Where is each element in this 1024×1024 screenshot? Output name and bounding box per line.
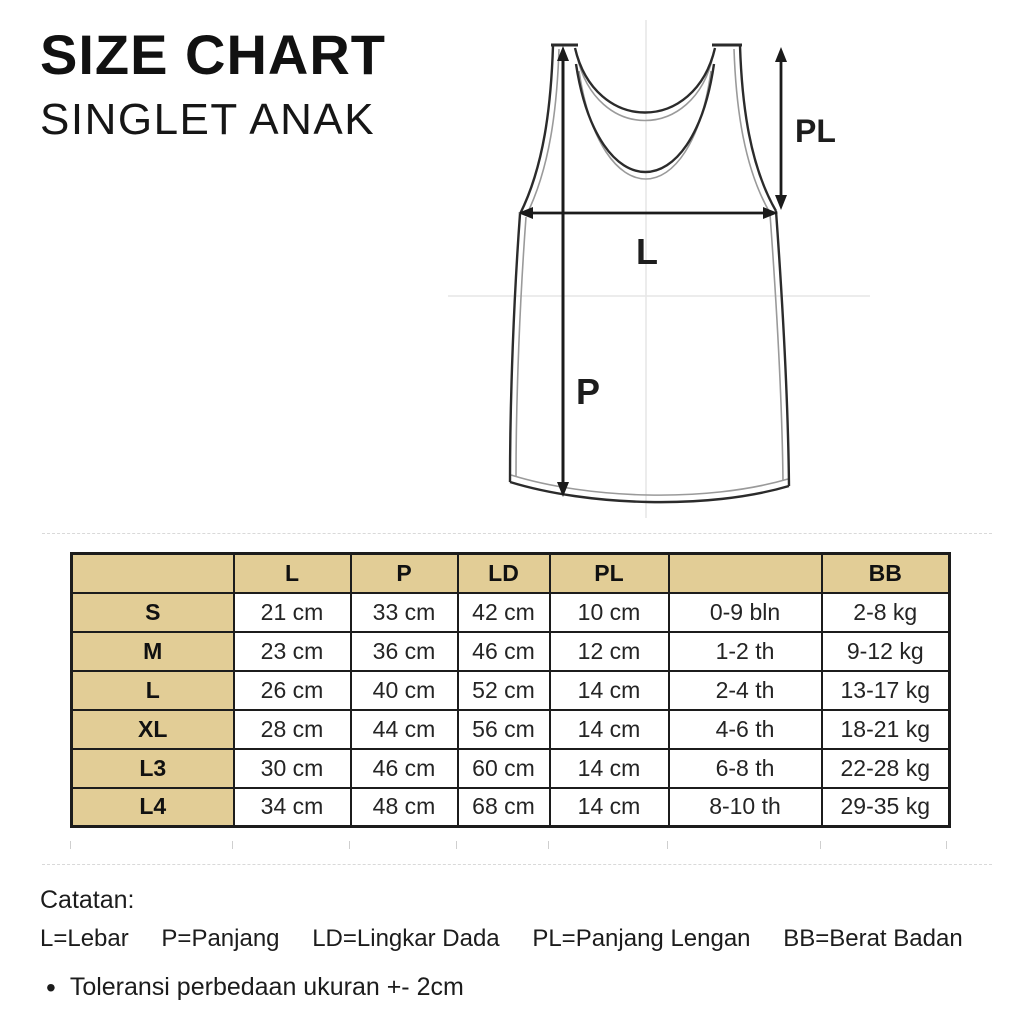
grid-tick bbox=[456, 841, 457, 849]
tolerance-note-text: Toleransi perbedaan ukuran +- 2cm bbox=[69, 973, 464, 1001]
legend-item-ld: LD=Lingkar Dada bbox=[312, 925, 500, 952]
grid-tick bbox=[232, 841, 233, 849]
data-cell: 23 cm bbox=[234, 632, 351, 671]
size-table bbox=[70, 552, 951, 828]
data-cell: 8-10 th bbox=[669, 788, 822, 827]
legend-item-bb: BB=Berat Badan bbox=[783, 925, 963, 952]
table-row-xl bbox=[72, 710, 950, 749]
faint-gridline-top bbox=[42, 533, 992, 534]
data-cell: 1-2 th bbox=[669, 632, 822, 671]
data-cell: 44 cm bbox=[351, 710, 458, 749]
data-cell: 46 cm bbox=[351, 749, 458, 788]
data-cell: 33 cm bbox=[351, 593, 458, 632]
data-cell: 42 cm bbox=[458, 593, 550, 632]
data-cell: 40 cm bbox=[351, 671, 458, 710]
data-cell: 30 cm bbox=[234, 749, 351, 788]
table-row-l bbox=[72, 671, 950, 710]
length-measure-arrow bbox=[557, 46, 569, 497]
grid-tick bbox=[70, 841, 71, 849]
legend-item-p: P=Panjang bbox=[161, 925, 280, 952]
label-P: P bbox=[576, 371, 601, 412]
label-PL: PL bbox=[795, 113, 836, 149]
data-cell: 68 cm bbox=[458, 788, 550, 827]
label-L: L bbox=[636, 231, 658, 272]
data-cell: 56 cm bbox=[458, 710, 550, 749]
data-cell: 9-12 kg bbox=[822, 632, 950, 671]
header-bb: BB bbox=[822, 554, 950, 593]
grid-tick bbox=[548, 841, 549, 849]
size-cell: L3 bbox=[72, 749, 234, 788]
size-cell: L bbox=[72, 671, 234, 710]
data-cell: 0-9 bln bbox=[669, 593, 822, 632]
header-ld: LD bbox=[458, 554, 550, 593]
data-cell: 28 cm bbox=[234, 710, 351, 749]
grid-tick bbox=[946, 841, 947, 849]
data-cell: 60 cm bbox=[458, 749, 550, 788]
header-size bbox=[72, 554, 234, 593]
data-cell: 14 cm bbox=[550, 788, 669, 827]
header-p: P bbox=[351, 554, 458, 593]
table-header-row bbox=[72, 554, 950, 593]
data-cell: 4-6 th bbox=[669, 710, 822, 749]
singlet-diagram-svg bbox=[448, 16, 870, 524]
bullet-icon: • bbox=[46, 971, 56, 1003]
table-row-l4 bbox=[72, 788, 950, 827]
data-cell: 14 cm bbox=[550, 710, 669, 749]
size-cell: L4 bbox=[72, 788, 234, 827]
data-cell: 36 cm bbox=[351, 632, 458, 671]
width-measure-arrow bbox=[518, 207, 778, 219]
tolerance-note bbox=[40, 973, 1000, 1002]
data-cell: 46 cm bbox=[458, 632, 550, 671]
data-cell: 12 cm bbox=[550, 632, 669, 671]
size-cell: M bbox=[72, 632, 234, 671]
page-subtitle: SINGLET ANAK bbox=[40, 94, 376, 144]
data-cell: 2-8 kg bbox=[822, 593, 950, 632]
legend-item-l: L=Lebar bbox=[40, 925, 129, 952]
header-age bbox=[669, 554, 822, 593]
data-cell: 14 cm bbox=[550, 749, 669, 788]
data-cell: 29-35 kg bbox=[822, 788, 950, 827]
size-cell: XL bbox=[72, 710, 234, 749]
data-cell: 48 cm bbox=[351, 788, 458, 827]
page-title: SIZE CHART bbox=[40, 23, 386, 86]
data-cell: 21 cm bbox=[234, 593, 351, 632]
header-pl: PL bbox=[550, 554, 669, 593]
legend-item-pl: PL=Panjang Lengan bbox=[532, 925, 751, 952]
grid-tick bbox=[667, 841, 668, 849]
size-cell: S bbox=[72, 593, 234, 632]
page-header bbox=[40, 23, 386, 145]
footnotes bbox=[40, 886, 1000, 1002]
header-l: L bbox=[234, 554, 351, 593]
table-row-l3 bbox=[72, 749, 950, 788]
data-cell: 52 cm bbox=[458, 671, 550, 710]
grid-tick bbox=[349, 841, 350, 849]
data-cell: 22-28 kg bbox=[822, 749, 950, 788]
table-row-m bbox=[72, 632, 950, 671]
data-cell: 2-4 th bbox=[669, 671, 822, 710]
notes-heading: Catatan: bbox=[40, 886, 135, 914]
strap-measure-arrow bbox=[775, 47, 787, 210]
data-cell: 10 cm bbox=[550, 593, 669, 632]
data-cell: 14 cm bbox=[550, 671, 669, 710]
table-row-s bbox=[72, 593, 950, 632]
data-cell: 34 cm bbox=[234, 788, 351, 827]
data-cell: 6-8 th bbox=[669, 749, 822, 788]
faint-gridline-bottom bbox=[42, 864, 992, 865]
abbreviation-legend bbox=[40, 925, 1000, 953]
grid-tick bbox=[820, 841, 821, 849]
data-cell: 18-21 kg bbox=[822, 710, 950, 749]
data-cell: 26 cm bbox=[234, 671, 351, 710]
garment-outline bbox=[510, 45, 789, 502]
size-table-container bbox=[70, 552, 951, 828]
singlet-measurement-diagram bbox=[448, 16, 870, 524]
data-cell: 13-17 kg bbox=[822, 671, 950, 710]
